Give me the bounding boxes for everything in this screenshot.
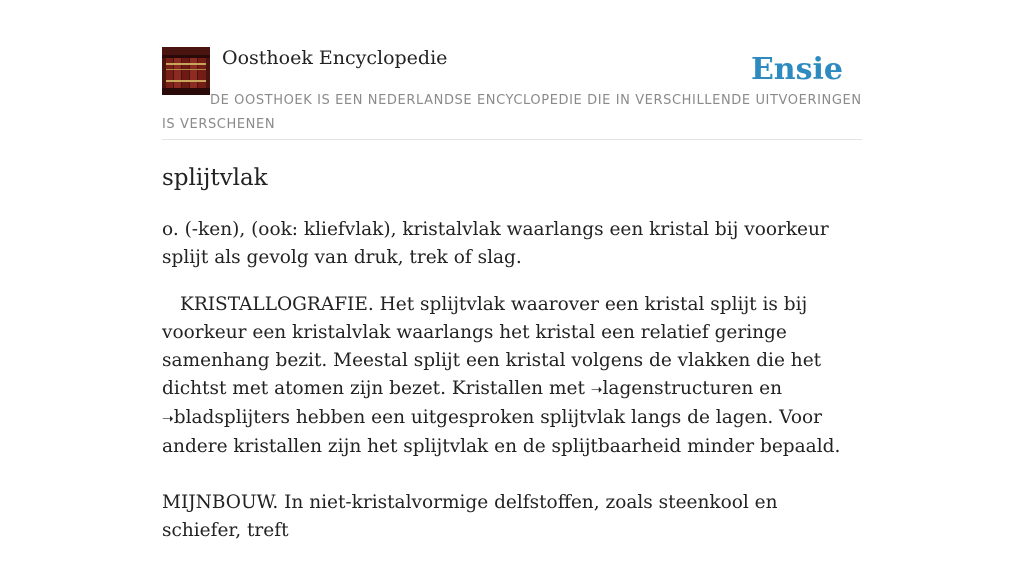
- xref-link-lagenstructuren[interactable]: [591, 378, 754, 399]
- arrow-icon: ➝: [590, 382, 603, 398]
- books-icon: [162, 47, 210, 95]
- paragraph-text: KRISTALLOGRAFIE. Het splijtvlak waarover een kristal splijt is bij voorkeur een kristalvlak waarlangs het kristal een relatief geringe samenhang bezit. Meestal splijt een kristal volgens de vlakken die het dichtst met atomen zijn bezet. Kristallen met: [162, 294, 822, 399]
- xref-label: bladsplijters: [173, 407, 290, 428]
- ensie-logo-link[interactable]: Ensie: [750, 52, 843, 87]
- entry-title: splijtvlak: [162, 165, 268, 191]
- page-container: [162, 0, 862, 541]
- paragraph-text: hebben een uitgesproken splijtvlak langs de lagen. Voor andere kristallen zijn het splijtvlak en de splijtbaarheid minder bepaald.: [162, 407, 841, 457]
- xref-link-bladsplijters[interactable]: [162, 407, 290, 428]
- paragraph-text: en: [753, 378, 783, 399]
- site-title[interactable]: Oosthoek Encyclopedie: [222, 47, 448, 69]
- entry-paragraph-mijnbouw: MIJNBOUW. In niet-kristalvormige delfstoffen, zoals steenkool en schiefer, treft: [162, 492, 778, 541]
- xref-label: lagenstructuren: [602, 378, 754, 399]
- arrow-icon: ➝: [162, 411, 174, 427]
- site-tagline: DE OOSTHOEK IS EEN NEDERLANDSE ENCYCLOPEDIE DIE IN VERSCHILLENDE UITVOERINGEN IS VERSCHENEN: [162, 93, 862, 132]
- encyclopedia-books-avatar[interactable]: [162, 47, 210, 95]
- entry-definition: o. (-ken), (ook: kliefvlak), kristalvlak waarlangs een kristal bij voorkeur splijt als gevolg van druk, trek of slag.: [162, 219, 829, 268]
- entry-paragraph-kristallografie: [162, 291, 862, 461]
- entry-body: [162, 216, 862, 564]
- site-header: [162, 0, 862, 140]
